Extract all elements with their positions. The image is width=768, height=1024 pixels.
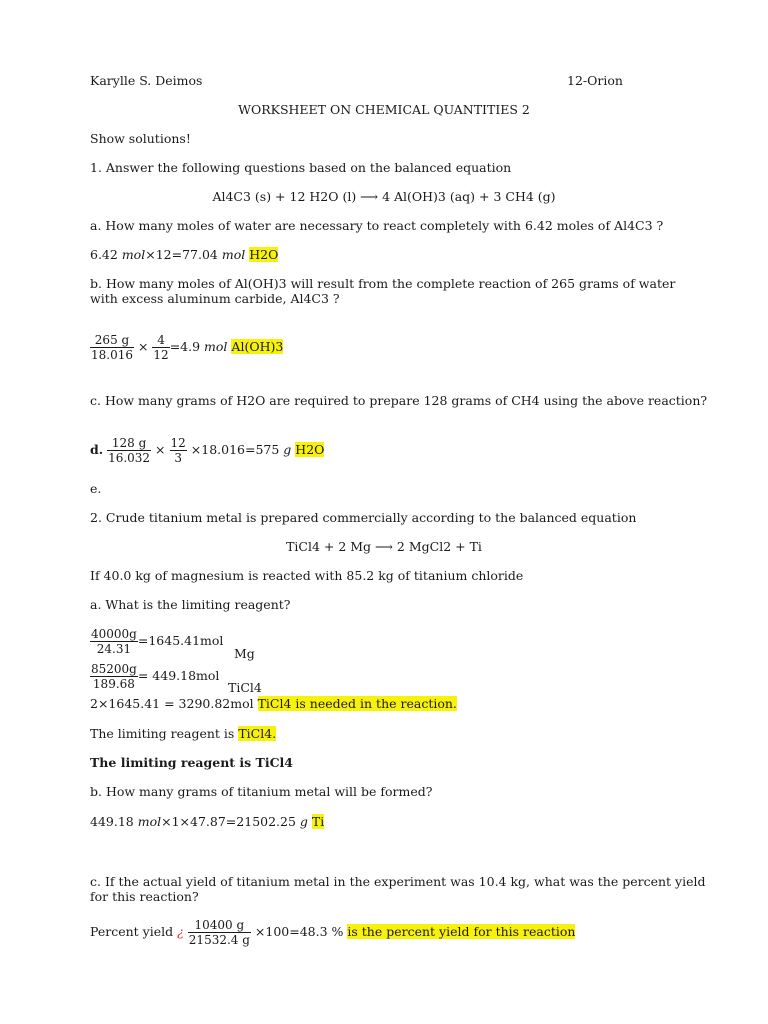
q1c-question: c. How many grams of H2O are required to prepare 128 grams of CH4 using the above reaction? (90, 393, 708, 408)
q2b-unit-g: g (299, 814, 308, 829)
q1a-sol-unit2: mol (221, 247, 246, 262)
q1-equation: Al4C3 (s) + 12 H2O (l) ⟶ 4 Al(OH)3 (aq) + 3 CH4 (g) (212, 189, 556, 204)
q1d-frac2-den: 3 (174, 451, 182, 465)
worksheet-title: WORKSHEET ON CHEMICAL QUANTITIES 2 (238, 102, 530, 117)
q1d-frac2 (170, 436, 187, 465)
q2a-frac1-den: 24.31 (96, 642, 132, 656)
q2a-frac1-num: 40000g (91, 627, 137, 641)
q2a-line3 (90, 696, 457, 712)
q2a-result2: = 449.18mol (137, 668, 220, 683)
q2-prompt: 2. Crude titanium metal is prepared commercially according to the balanced equation (90, 510, 637, 525)
q1b-frac1-num: 265 g (90, 333, 134, 348)
q2a-limiting-answer: TiCl4. (238, 726, 277, 741)
q2c-result: ×100=48.3 % (254, 924, 344, 939)
q1b-unit: mol (204, 339, 228, 354)
q1a-answer: H2O (249, 247, 279, 262)
q1a-sol-mid: ×12=77.04 (145, 247, 218, 262)
q1e-label: e. (90, 481, 102, 496)
q2a-result1: =1645.41mol (137, 633, 224, 648)
q2a-line3-calc: 2×1645.41 = 3290.82mol (90, 696, 254, 711)
instruction: Show solutions! (90, 131, 191, 146)
q2c-solution (90, 918, 575, 947)
q1a-question: a. How many moles of water are necessary to react completely with 6.42 moles of Al4C3 ? (90, 218, 664, 233)
q2a-label-mg: Mg (234, 646, 255, 661)
q1b-frac1 (90, 333, 134, 362)
q2-given: If 40.0 kg of magnesium is reacted with 85.2 kg of titanium chloride (90, 568, 524, 583)
q1a-sol-prefix: 6.42 (90, 247, 118, 262)
q1b-result: =4.9 (169, 339, 201, 354)
q2b-solution (90, 814, 324, 830)
q2c-glyph: ¿ (177, 924, 184, 939)
q2c-question-1: c. If the actual yield of titanium metal in the experiment was 10.4 kg, what was the percent yield (90, 874, 706, 889)
q1d-unit: g (283, 442, 292, 457)
q2c-answer: is the percent yield for this reaction (347, 924, 576, 939)
q1b-question-2: with excess aluminum carbide, Al4C3 ? (90, 291, 340, 306)
q2a-frac1 (90, 627, 138, 656)
q2a-line3-note: TiCl4 is needed in the reaction. (257, 696, 457, 711)
q2c-frac-den: 21532.4 g (188, 933, 250, 947)
q1-prompt: 1. Answer the following questions based on the balanced equation (90, 160, 512, 175)
q1b-frac1-den: 18.016 (91, 348, 133, 362)
q2b-sol: 449.18 (90, 814, 134, 829)
q2a-limiting-bold: The limiting reagent is TiCl4 (90, 755, 293, 770)
q2b-unit-mol: mol (137, 814, 162, 829)
student-name: Karylle S. Deimos (90, 73, 203, 88)
q1d-frac1-num: 128 g (107, 436, 151, 451)
q1d-solution: d. $\frac{128 g}{16.032}$ × $\frac{12}{3}$ ×18.016=575 g H2O (90, 436, 325, 465)
q1a-solution (90, 247, 278, 263)
q1d-result: ×18.016=575 (190, 442, 280, 457)
student-section: 12-Orion (567, 73, 623, 88)
q1d-frac1-den: 16.032 (108, 451, 151, 465)
q1b-solution: $\frac{265 g}{18.016}$ × $\frac{4}{12}$ =4.9 mol Al(OH)3 (91, 333, 284, 362)
q1d-frac1 (107, 436, 151, 465)
q1d-label: d. (90, 442, 104, 457)
q2a-limiting (90, 726, 276, 742)
q2a-line1 (90, 627, 223, 656)
q2a-frac2 (90, 662, 138, 691)
q1b-frac2-den: 12 (153, 348, 169, 362)
q2a-question: a. What is the limiting reagent? (90, 597, 291, 612)
q2b-sol-rest: ×1×47.87=21502.25 (161, 814, 296, 829)
q2b-answer: Ti (311, 814, 325, 829)
q2a-label-ticl4: TiCl4 (228, 680, 262, 695)
q1a-sol-unit1: mol (121, 247, 146, 262)
q1b-frac2-num: 4 (152, 333, 169, 348)
q1b-frac2 (152, 333, 169, 362)
q1b-question-1: b. How many moles of Al(OH)3 will result from the complete reaction of 265 grams of water (90, 276, 676, 291)
q2c-prefix: Percent yield (90, 924, 174, 939)
q2a-frac2-den: 189.68 (92, 677, 135, 691)
q2a-line2 (90, 662, 219, 691)
q2b-question: b. How many grams of titanium metal will be formed? (90, 784, 433, 799)
q2a-frac2-num: 85200g (91, 662, 137, 676)
q1b-answer: Al(OH)3 (231, 339, 284, 354)
q2a-limiting-text: The limiting reagent is (90, 726, 239, 741)
q2c-frac (188, 918, 251, 947)
q2-equation: TiCl4 + 2 Mg ⟶ 2 MgCl2 + Ti (286, 539, 482, 554)
q2c-frac-num: 10400 g (188, 918, 251, 933)
q2c-question-2: for this reaction? (90, 889, 199, 904)
q1d-answer: H2O (295, 442, 325, 457)
q1d-frac2-num: 12 (170, 436, 186, 450)
